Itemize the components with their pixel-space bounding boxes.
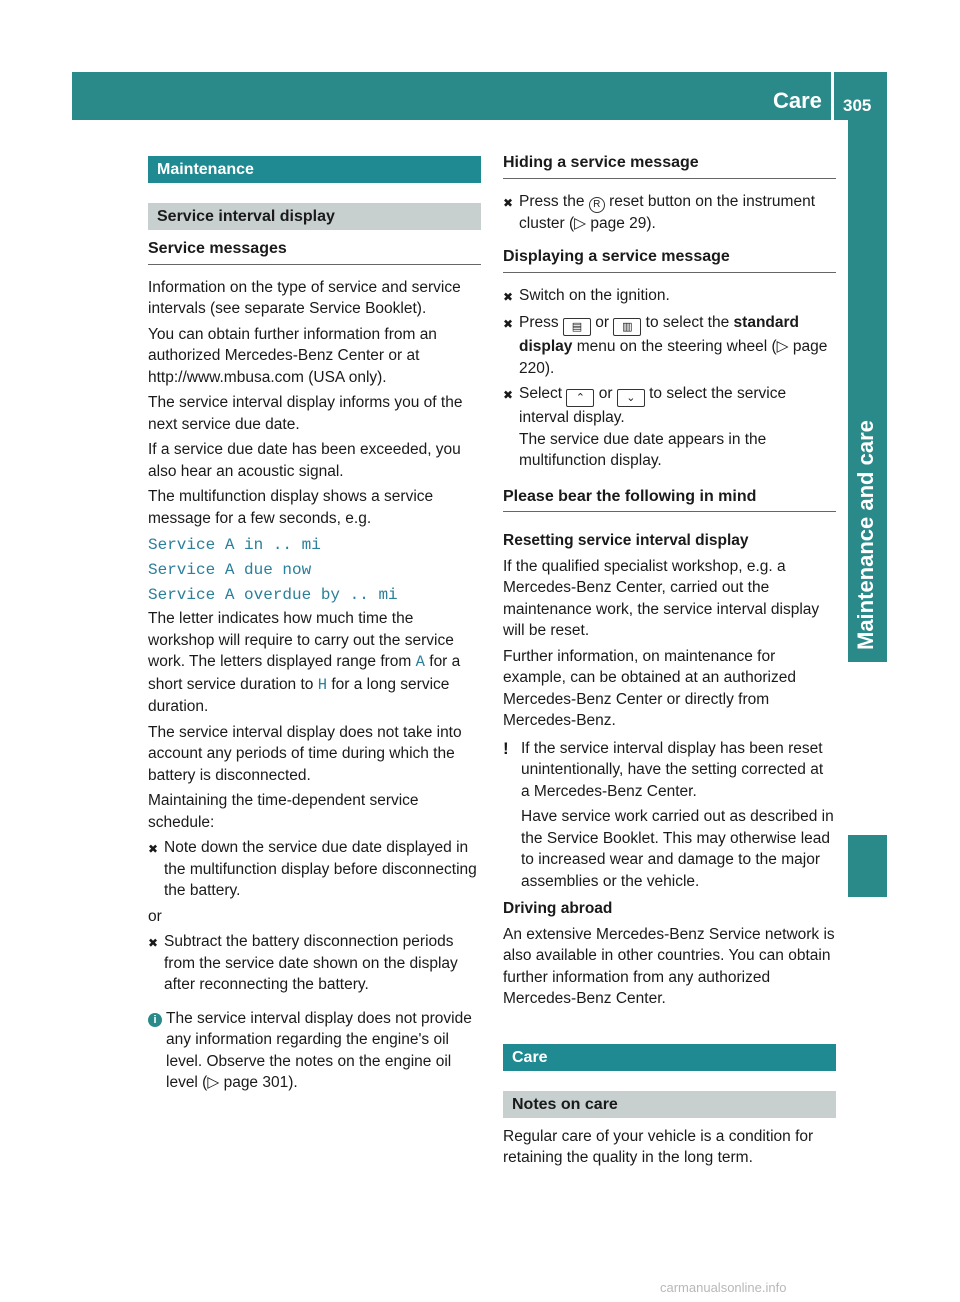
paragraph: Information on the type of service and service intervals (see separate Service Booklet). xyxy=(148,278,461,317)
paragraph: Regular care of your vehicle is a condition for retaining the quality in the long term. xyxy=(503,1127,814,1166)
up-button-icon: ⌃ xyxy=(566,389,594,407)
subsection-band-notes-on-care: Notes on care xyxy=(503,1091,836,1118)
left-column xyxy=(148,156,481,1100)
letter-h: H xyxy=(317,675,328,694)
step: ✖ Press ▤ or ▥ to select the standard display menu on the steering wheel (▷ page 220). xyxy=(503,312,836,379)
side-tab-label: Maintenance and care xyxy=(853,420,878,650)
menu-right-button-icon: ▥ xyxy=(613,318,641,336)
menu-left-button-icon: ▤ xyxy=(563,318,591,336)
info-icon: i xyxy=(148,1013,162,1027)
step: ✖ Switch on the ignition. xyxy=(503,285,836,309)
step: ✖ Note down the service due date displayed in the multifunction display before disconnecting the battery. xyxy=(148,837,481,902)
paragraph: The multifunction display shows a service message for a few seconds, e.g. xyxy=(148,488,434,527)
heading-bear-in-mind: Please bear the following in mind xyxy=(503,486,836,513)
reset-button-icon: R xyxy=(589,197,605,213)
heading-hiding-service-message: Hiding a service message xyxy=(503,152,836,179)
display-message: Service A due now xyxy=(148,561,312,579)
step-marker-icon: ✖ xyxy=(503,388,514,402)
step-marker-icon: ✖ xyxy=(503,289,514,304)
side-tab-marker xyxy=(848,835,887,897)
step: ✖ Subtract the battery disconnection periods from the service date shown on the display after reconnecting the battery. xyxy=(148,931,481,996)
paragraph: You can obtain further information from an authorized Mercedes-Benz Center or at http://www.mbusa.com (USA only). xyxy=(148,325,437,386)
paragraph: If a service due date has been exceeded, you also hear an acoustic signal. xyxy=(148,441,461,480)
header-separator xyxy=(831,72,834,120)
paragraph: An extensive Mercedes-Benz Service network is also available in other countries. You can obtain further information from any authorized Mercedes-Benz Center. xyxy=(503,925,835,1007)
paragraph: The service interval display informs you of the next service due date. xyxy=(148,394,463,433)
or-text: or xyxy=(148,907,162,925)
display-message: Service A in .. mi xyxy=(148,536,321,554)
paragraph: Further information, on maintenance for example, can be obtained at an authorized Mercedes-Benz Center or directly from Mercedes-Benz. xyxy=(503,647,796,729)
section-band-care: Care xyxy=(503,1044,836,1071)
page-number: 305 xyxy=(843,96,872,115)
right-column xyxy=(503,152,836,1173)
step: ✖ Select ⌃ or ⌄ to select the service interval display. The service due date appears in the multifunction display. xyxy=(503,383,836,472)
step-marker-icon: ✖ xyxy=(148,842,159,856)
header-bar xyxy=(72,72,887,120)
subheading-driving-abroad: Driving abroad xyxy=(503,900,613,917)
heading-displaying-service-message: Displaying a service message xyxy=(503,246,836,273)
paragraph: If the qualified specialist workshop, e.g. a Mercedes-Benz Center, carried out the maintenance work, the service interval display will be reset. xyxy=(503,557,820,639)
subheading-resetting: Resetting service interval display xyxy=(503,532,749,549)
watermark: carmanualsonline.info xyxy=(660,1280,787,1295)
info-note: i The service interval display does not provide any information regarding the engine's oil level. Observe the notes on the engine oil level (▷ page 301). xyxy=(148,1008,481,1094)
step-marker-icon: ✖ xyxy=(503,195,514,210)
letter-a: A xyxy=(415,653,425,671)
section-band-maintenance: Maintenance xyxy=(148,156,481,183)
paragraph: The service interval display does not take into account any periods of time during which the battery is disconnected. xyxy=(148,723,462,784)
subsection-band-service-interval: Service interval display xyxy=(148,203,481,230)
down-button-icon: ⌄ xyxy=(617,389,645,407)
heading-service-messages: Service messages xyxy=(148,238,481,265)
header-title: Care xyxy=(773,88,822,113)
warning-icon: ! xyxy=(503,738,509,758)
step-marker-icon: ✖ xyxy=(148,936,159,950)
paragraph: Maintaining the time-dependent service schedule: xyxy=(148,792,419,831)
paragraph-letters: The letter indicates how much time the workshop will require to carry out the service work. The letters displayed range from A for a short service duration to H for a long service duration. xyxy=(148,610,461,715)
warning-note: ! If the service interval display has been reset unintentionally, have the setting corrected at a Mercedes-Benz Center. Have service work carried out as described in the Service Booklet. This may otherwise lead to increased wear and damage to the major assemblies or the vehicle. xyxy=(503,738,834,890)
step-marker-icon: ✖ xyxy=(503,317,514,331)
display-message: Service A overdue by .. mi xyxy=(148,586,398,604)
step: ✖ Press the R reset button on the instrument cluster (▷ page 29). xyxy=(503,191,836,235)
